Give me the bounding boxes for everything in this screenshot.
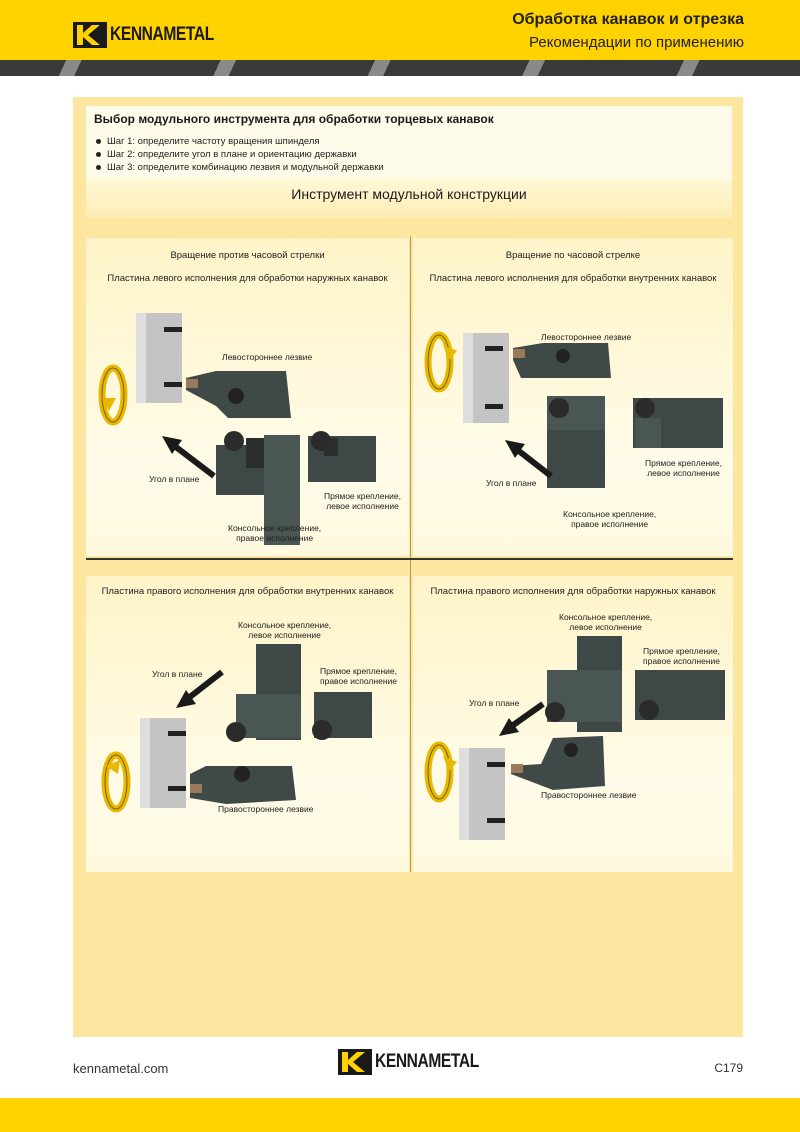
step-item: Шаг 3: определите комбинацию лезвия и модульной державки bbox=[96, 161, 384, 174]
brand-logo bbox=[73, 22, 237, 48]
insert-label: Пластина левого исполнения для обработки внутренних канавок bbox=[429, 273, 717, 284]
brand-k-icon bbox=[338, 1049, 372, 1075]
step-item: Шаг 2: определите угол в плане и ориентацию державки bbox=[96, 148, 384, 161]
page-subtitle: Рекомендации по применению bbox=[529, 34, 744, 51]
quadrant-right-internal bbox=[86, 576, 409, 872]
brand-k-icon bbox=[73, 22, 107, 48]
quadrant-right-external bbox=[413, 576, 733, 872]
straight-mount-label: Прямое крепление, левое исполнение bbox=[645, 458, 722, 478]
blade-label: Левостороннее лезвие bbox=[222, 352, 313, 362]
quadrant-divider-horizontal bbox=[86, 558, 733, 560]
angle-label: Угол в плане bbox=[469, 698, 520, 708]
cantilever-mount-label: Консольное крепление, правое исполнение bbox=[228, 523, 322, 543]
insert-label: Пластина левого исполнения для обработки наружных канавок bbox=[107, 273, 388, 284]
page-number: C179 bbox=[714, 1061, 743, 1075]
approach-angle-arrow-icon bbox=[499, 704, 543, 736]
angle-label: Угол в плане bbox=[152, 669, 203, 679]
brand-wordmark: KENNAMETAL bbox=[375, 1051, 479, 1072]
rotation-arrow-icon bbox=[102, 368, 124, 422]
rotation-label: Вращение против часовой стрелки bbox=[170, 250, 325, 261]
quadrant-divider-vertical bbox=[410, 236, 411, 872]
rotation-label: Вращение по часовой стрелке bbox=[505, 250, 641, 261]
blade-label: Правостороннее лезвие bbox=[218, 804, 314, 814]
approach-angle-arrow-icon bbox=[162, 436, 214, 476]
straight-mount-label: Прямое крепление, левое исполнение bbox=[324, 491, 401, 511]
approach-angle-arrow-icon bbox=[505, 440, 551, 476]
insert-label: Пластина правого исполнения для обработки наружных канавок bbox=[430, 586, 716, 597]
quadrant-ccw-external bbox=[86, 238, 409, 556]
step-item: Шаг 1: определите частоту вращения шпинделя bbox=[96, 135, 384, 148]
footer-logo bbox=[338, 1049, 502, 1075]
straight-mount-label: Прямое крепление, правое исполнение bbox=[320, 666, 397, 686]
blade-label: Правостороннее лезвие bbox=[541, 790, 637, 800]
intro-heading: Выбор модульного инструмента для обработки торцевых канавок bbox=[94, 112, 494, 126]
brand-wordmark: KENNAMETAL bbox=[110, 24, 214, 45]
footer-url: kennametal.com bbox=[73, 1061, 169, 1076]
cantilever-mount-label: Консольное крепление, правое исполнение bbox=[563, 509, 657, 529]
cantilever-mount-label: Консольное крепление, левое исполнение bbox=[559, 612, 653, 632]
footer-bar bbox=[0, 1098, 800, 1132]
straight-mount-label: Прямое крепление, правое исполнение bbox=[643, 646, 720, 666]
angle-label: Угол в плане bbox=[486, 478, 537, 488]
section-title: Инструмент модульной конструкции bbox=[291, 186, 527, 202]
page-title: Обработка канавок и отрезка bbox=[512, 11, 744, 28]
page-header bbox=[0, 0, 800, 60]
header-stripe bbox=[0, 60, 800, 76]
insert-label: Пластина правого исполнения для обработки внутренних канавок bbox=[101, 586, 394, 597]
angle-label: Угол в плане bbox=[149, 474, 200, 484]
rotation-arrow-icon bbox=[428, 745, 457, 799]
blade-label: Левостороннее лезвие bbox=[541, 332, 632, 342]
rotation-arrow-icon bbox=[105, 755, 127, 809]
steps-list bbox=[96, 135, 384, 174]
cantilever-mount-label: Консольное крепление, левое исполнение bbox=[238, 620, 332, 640]
rotation-arrow-icon bbox=[428, 335, 457, 389]
section-band bbox=[86, 178, 732, 218]
quadrant-cw-internal bbox=[413, 238, 733, 556]
